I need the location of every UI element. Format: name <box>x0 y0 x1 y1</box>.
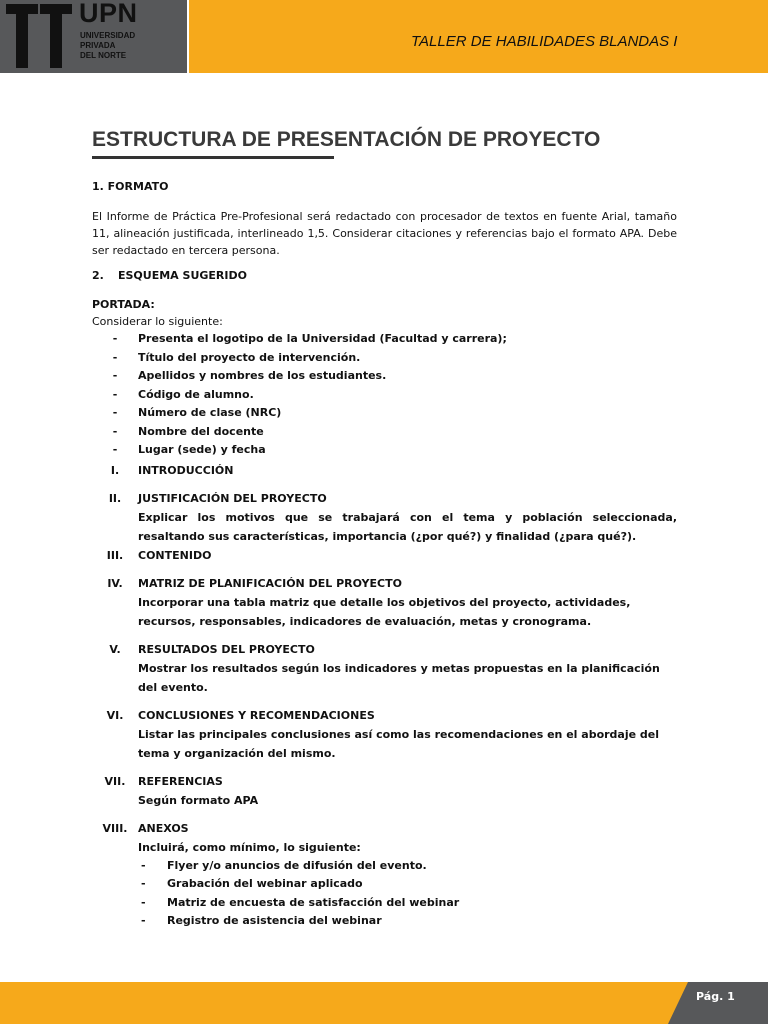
list-item: VIII. ANEXOS Incluirá, como mínimo, lo siguiente: - Flyer y/o anuncios de difusión del evento. - Grabación del webinar aplicado - Matriz de encuesta de satisfacción del webinar - Registro de asistencia del webinar <box>92 819 677 931</box>
list-item: - Presenta el logotipo de la Universidad (Facultad y carrera); <box>112 332 507 345</box>
section-heading-formato: 1. FORMATO <box>92 180 169 193</box>
list-item: - Código de alumno. <box>112 387 254 401</box>
logo-sub-line: DEL NORTE <box>80 51 127 60</box>
list-item: - Matriz de encuesta de satisfacción del webinar <box>141 895 460 909</box>
list-item: V. RESULTADOS DEL PROYECTO Mostrar los resultados según los indicadores y metas propuestas en la planificación del evento. <box>109 642 660 694</box>
portada-intro: Considerar lo siguiente: <box>92 315 223 328</box>
list-item: - Grabación del webinar aplicado <box>141 877 363 890</box>
logo-mark-icon <box>6 4 72 68</box>
anexos-list <box>138 857 677 931</box>
document-title: ESTRUCTURA DE PRESENTACIÓN DE PROYECTO <box>92 128 601 151</box>
list-item: - Título del proyecto de intervención. <box>112 350 361 364</box>
section-heading-esquema <box>92 267 677 284</box>
university-logo <box>0 0 189 73</box>
logo-text: UPN <box>79 0 138 28</box>
formato-paragraph: El Informe de Práctica Pre-Profesional será redactado con procesador de textos en fuente Arial, tamaño 11, alineación justificada, interlineado 1,5. Considerar citaciones y referencias bajo el formato APA. Debe ser redactado en tercera persona. <box>92 210 677 257</box>
list-item: - Nombre del docente <box>112 424 264 438</box>
logo-sub-line: PRIVADA <box>80 41 116 50</box>
page-number: Pág. 1 <box>696 990 735 1003</box>
document-body <box>92 178 677 931</box>
list-item: II. JUSTIFICACIÓN DEL PROYECTO Explicar los motivos que se trabajará con el tema y población seleccionada, resaltando sus características, importancia (¿por qué?) y finalidad (¿para qué?). <box>108 491 677 543</box>
page-footer <box>0 982 768 1024</box>
list-item: - Lugar (sede) y fecha <box>112 443 266 456</box>
list-item: I. INTRODUCCIÓN <box>110 463 234 477</box>
list-item: - Registro de asistencia del webinar <box>141 914 382 927</box>
list-item: - Flyer y/o anuncios de difusión del evento. <box>141 858 427 872</box>
portada-label: PORTADA: <box>92 298 155 311</box>
list-item: VI. CONCLUSIONES Y RECOMENDACIONES Listar las principales conclusiones así como las recomendaciones en el abordaje del tema y organización del mismo. <box>106 708 660 760</box>
sections-list <box>92 461 677 931</box>
list-item: VII. REFERENCIAS Según formato APA <box>104 774 259 807</box>
section-title: ESQUEMA SUGERIDO <box>118 269 247 282</box>
list-item: - Apellidos y nombres de los estudiantes. <box>112 369 387 382</box>
list-item: III. CONTENIDO <box>106 548 212 562</box>
title-underline <box>92 156 334 159</box>
logo-sub-line: UNIVERSIDAD <box>80 31 136 40</box>
list-item: - Número de clase (NRC) <box>112 406 282 419</box>
header-title: TALLER DE HABILIDADES BLANDAS I <box>411 33 678 50</box>
portada-list <box>92 330 677 460</box>
list-item: IV. MATRIZ DE PLANIFICACIÓN DEL PROYECTO Incorporar una tabla matriz que detalle los objetivos del proyecto, actividades, recursos, responsables, indicadores de evaluación, metas y cronograma. <box>107 576 631 628</box>
section-number: 2. <box>92 269 104 282</box>
